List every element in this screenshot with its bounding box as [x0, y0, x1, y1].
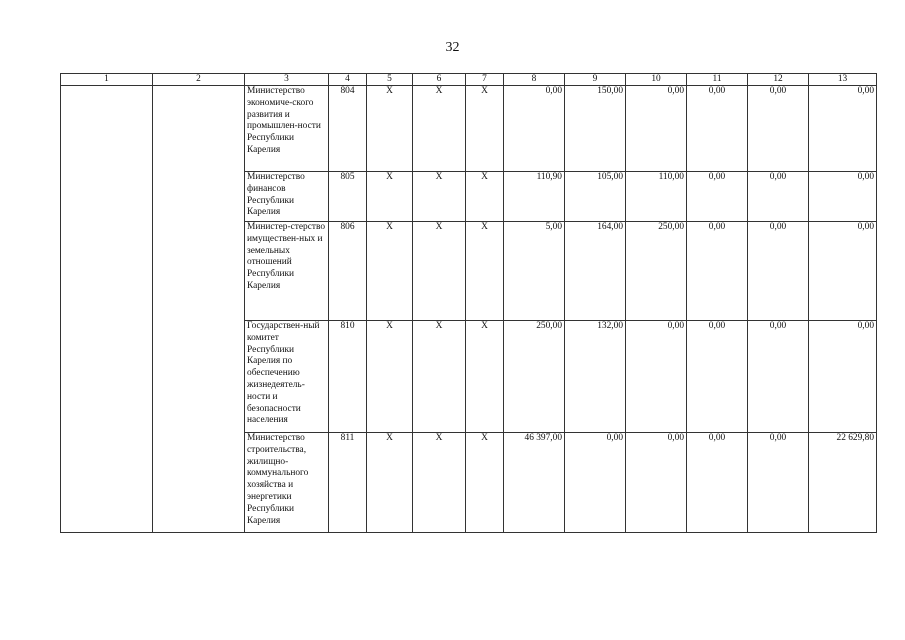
cell-col11: 0,00: [687, 222, 748, 321]
cell-col6: X: [413, 86, 466, 172]
column-header-7: 7: [466, 74, 504, 86]
cell-col7: X: [466, 222, 504, 321]
department-code: 805: [329, 172, 367, 222]
cell-col5: X: [367, 433, 413, 533]
cell-col5: X: [367, 86, 413, 172]
cell-col11: 0,00: [687, 433, 748, 533]
cell-col13: 0,00: [809, 222, 877, 321]
cell-col13: 0,00: [809, 86, 877, 172]
ministry-name: Государствен-ный комитет Республики Карелия по обеспечению жизнедеятель-ности и безопасности населения: [245, 321, 329, 433]
page-number: 32: [445, 40, 460, 55]
cell-col8: 110,90: [504, 172, 565, 222]
column-header-12: 12: [748, 74, 809, 86]
department-code: 811: [329, 433, 367, 533]
column-header-10: 10: [626, 74, 687, 86]
cell-col12: 0,00: [748, 321, 809, 433]
cell-col6: X: [413, 172, 466, 222]
cell-col10: 0,00: [626, 321, 687, 433]
cell-col6: X: [413, 321, 466, 433]
cell-col10: 0,00: [626, 433, 687, 533]
cell-col10: 110,00: [626, 172, 687, 222]
ministry-name: Министерство экономиче-ского развития и промышлен-ности Республики Карелия: [245, 86, 329, 172]
department-code: 804: [329, 86, 367, 172]
column-header-11: 11: [687, 74, 748, 86]
column-header-3: 3: [245, 74, 329, 86]
column-header-6: 6: [413, 74, 466, 86]
column-header-9: 9: [565, 74, 626, 86]
cell-col12: 0,00: [748, 433, 809, 533]
cell-col5: X: [367, 172, 413, 222]
ministry-name: Министерство строительства, жилищно-коммунального хозяйства и энергетики Республики Карелия: [245, 433, 329, 533]
header-row: [61, 74, 877, 86]
cell-col13: 22 629,80: [809, 433, 877, 533]
cell-col8: 46 397,00: [504, 433, 565, 533]
column-header-4: 4: [329, 74, 367, 86]
cell-col9: 0,00: [565, 433, 626, 533]
cell-col7: X: [466, 172, 504, 222]
column-header-8: 8: [504, 74, 565, 86]
column-header-2: 2: [153, 74, 245, 86]
column-header-13: 13: [809, 74, 877, 86]
cell-col7: X: [466, 433, 504, 533]
cell-col10: 250,00: [626, 222, 687, 321]
cell-col5: X: [367, 222, 413, 321]
cell-col13: 0,00: [809, 321, 877, 433]
ministry-name: Министерство финансов Республики Карелия: [245, 172, 329, 222]
cell-col12: 0,00: [748, 222, 809, 321]
department-code: 806: [329, 222, 367, 321]
ministry-name: Министер-стерство имуществен-ных и земельных отношений Республики Карелия: [245, 222, 329, 321]
merged-cell-col1: [61, 86, 153, 533]
cell-col9: 150,00: [565, 86, 626, 172]
cell-col11: 0,00: [687, 172, 748, 222]
cell-col12: 0,00: [748, 86, 809, 172]
cell-col9: 132,00: [565, 321, 626, 433]
cell-col8: 5,00: [504, 222, 565, 321]
department-code: 810: [329, 321, 367, 433]
cell-col7: X: [466, 86, 504, 172]
cell-col10: 0,00: [626, 86, 687, 172]
cell-col11: 0,00: [687, 86, 748, 172]
cell-col9: 164,00: [565, 222, 626, 321]
cell-col8: 0,00: [504, 86, 565, 172]
column-header-1: 1: [61, 74, 153, 86]
cell-col11: 0,00: [687, 321, 748, 433]
table-row: [61, 86, 877, 172]
budget-table: [60, 73, 877, 533]
column-header-5: 5: [367, 74, 413, 86]
cell-col6: X: [413, 433, 466, 533]
cell-col7: X: [466, 321, 504, 433]
cell-col8: 250,00: [504, 321, 565, 433]
cell-col6: X: [413, 222, 466, 321]
cell-col5: X: [367, 321, 413, 433]
cell-col13: 0,00: [809, 172, 877, 222]
cell-col12: 0,00: [748, 172, 809, 222]
merged-cell-col2: [153, 86, 245, 533]
cell-col9: 105,00: [565, 172, 626, 222]
